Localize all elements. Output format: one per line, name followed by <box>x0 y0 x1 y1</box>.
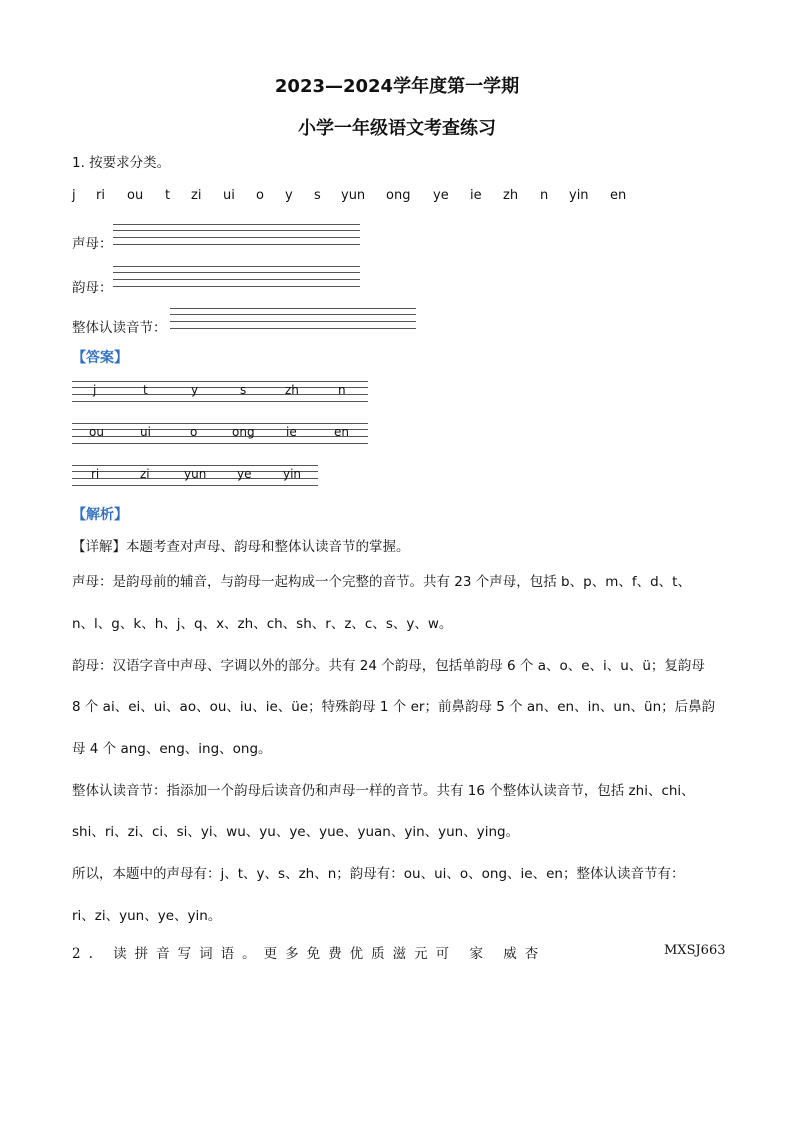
answer-item: s <box>240 383 247 397</box>
pinyin-item: zh <box>503 188 519 203</box>
yunmu-label: 韵母： <box>72 280 113 296</box>
paragraph-yunmu-line1: 韵母：汉语字音中声母、字调以外的部分。共有 24 个韵母，包括单韵母 6 个 a、o、e、i、u、ü；复韵母 <box>72 658 705 674</box>
answer-item: j <box>93 383 97 397</box>
pinyin-item: ou <box>127 188 144 203</box>
answer-item: zi <box>140 467 150 481</box>
answer-item: ye <box>237 467 252 481</box>
pinyin-item: ui <box>223 188 235 203</box>
answer-item: ou <box>89 425 104 439</box>
pinyin-item: n <box>540 188 549 203</box>
pinyin-item: j <box>72 188 76 203</box>
answer-item: n <box>338 383 346 397</box>
pinyin-item: zi <box>191 188 202 203</box>
answer-item: ui <box>140 425 151 439</box>
answer-item: en <box>334 425 349 439</box>
paragraph-zhengti-line1: 整体认读音节：指添加一个韵母后读音仍和声母一样的音节。共有 16 个整体认读音节，包括 zhi、chi、 <box>72 783 695 799</box>
question-2-prompt: 2. 读拼音写词语。更多免费优质滋元可 家 威杏 <box>72 946 547 962</box>
answer-tag: 【答案】 <box>72 350 128 366</box>
zhengti-writing-lines[interactable] <box>170 308 416 330</box>
shengmu-writing-lines[interactable] <box>113 224 360 246</box>
question-1-prompt: 1. 按要求分类。 <box>72 155 171 171</box>
analysis-detail: 【详解】本题考查对声母、韵母和整体认读音节的掌握。 <box>72 539 410 555</box>
pinyin-item: t <box>165 188 171 203</box>
shengmu-label: 声母： <box>72 236 113 252</box>
pinyin-item: yin <box>569 188 589 203</box>
pinyin-item: en <box>610 188 627 203</box>
answer-item: o <box>190 425 198 439</box>
pinyin-item: yun <box>341 188 366 203</box>
answer-item: ie <box>286 425 297 439</box>
paragraph-shengmu-line2: n、l、g、k、h、j、q、x、zh、ch、sh、r、z、c、s、y、w。 <box>72 616 453 632</box>
pinyin-item: o <box>256 188 264 203</box>
answer-item: yun <box>184 467 207 481</box>
answer-item: ong <box>232 425 255 439</box>
answer-row-yunmu <box>72 423 368 445</box>
page-title: 2023—2024学年度第一学期 <box>274 76 520 97</box>
answer-item: y <box>191 383 199 397</box>
answer-row-zhengti <box>72 465 318 487</box>
answer-item: yin <box>283 467 302 481</box>
pinyin-list <box>72 188 712 208</box>
pinyin-item: ri <box>96 188 105 203</box>
paragraph-yunmu-line3: 母 4 个 ang、eng、ing、ong。 <box>72 741 272 757</box>
paragraph-summary-line1: 所以，本题中的声母有：j、t、y、s、zh、n；韵母有：ou、ui、o、ong、ie、en；整体认读音节有： <box>72 866 685 882</box>
paragraph-yunmu-line2: 8 个 ai、ei、ui、ao、ou、iu、ie、üe；特殊韵母 1 个 er；前鼻韵母 5 个 an、en、in、un、ün；后鼻韵 <box>72 699 716 715</box>
paragraph-summary-line2: ri、zi、yun、ye、yin。 <box>72 908 222 924</box>
answer-item: ri <box>91 467 100 481</box>
pinyin-item: ong <box>386 188 411 203</box>
paragraph-zhengti-line2: shi、ri、zi、ci、si、yi、wu、yu、ye、yue、yuan、yin、yun、ying。 <box>72 824 520 840</box>
paragraph-shengmu-line1: 声母：是韵母前的辅音，与韵母一起构成一个完整的音节。共有 23 个声母，包括 b、p、m、f、d、t、 <box>72 574 691 590</box>
zhengti-label: 整体认读音节： <box>72 320 167 336</box>
page-subtitle: 小学一年级语文考查练习 <box>298 118 496 139</box>
document-code: MXSJ663 <box>664 943 726 958</box>
pinyin-item: s <box>314 188 321 203</box>
answer-row-shengmu <box>72 381 368 403</box>
yunmu-writing-lines[interactable] <box>113 266 360 288</box>
answer-item: zh <box>285 383 299 397</box>
pinyin-item: ye <box>433 188 449 203</box>
pinyin-item: y <box>285 188 293 203</box>
answer-item: t <box>143 383 148 397</box>
pinyin-item: ie <box>470 188 482 203</box>
analysis-tag: 【解析】 <box>72 507 128 523</box>
